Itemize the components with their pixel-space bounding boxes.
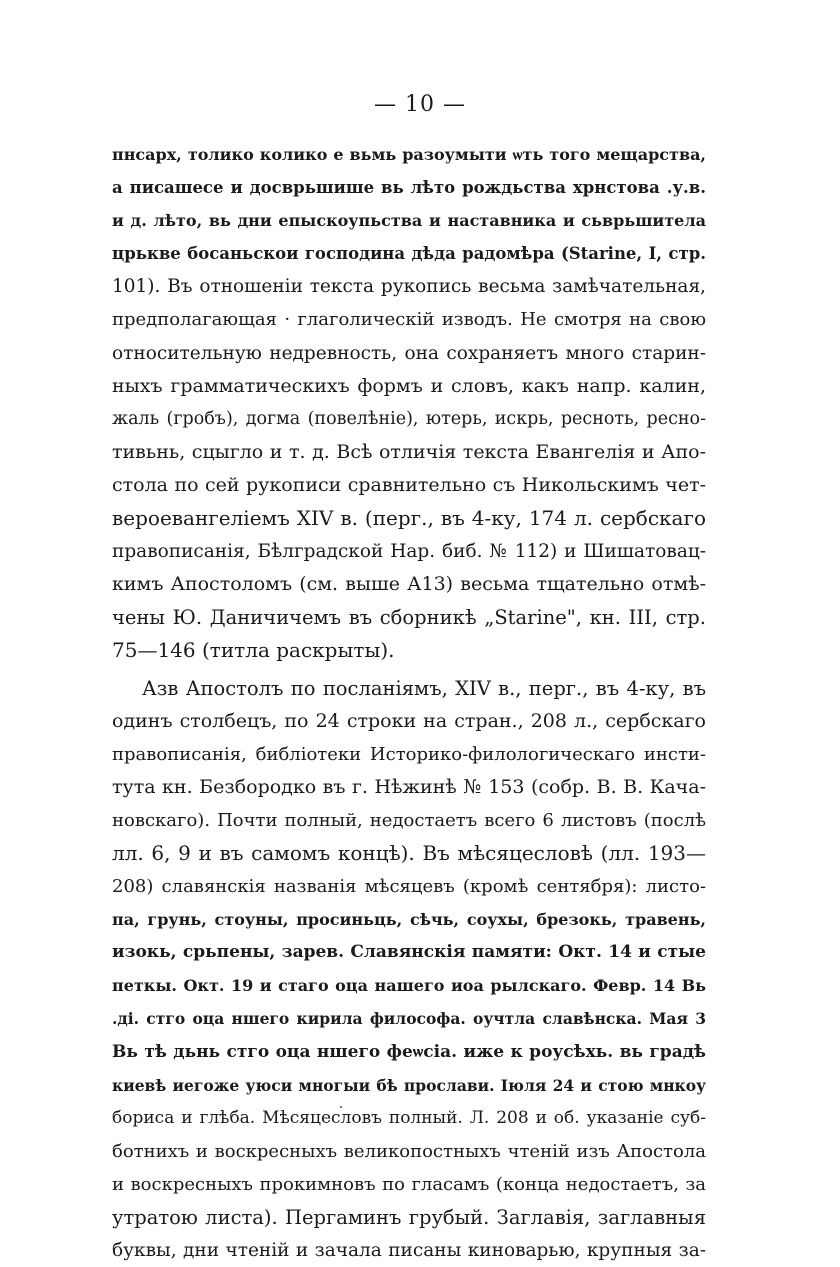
- text-line: тивьнь, сцыгло и т. д. Всѣ отличія текста Евангелія и Апо-: [112, 440, 706, 463]
- text-line: црькве босаньскои господина дѣда радомѣра (Starine, I, стр.: [112, 244, 706, 264]
- text-line: ныхъ грамматическихъ формъ и словъ, какъ напр. калин,: [112, 374, 706, 397]
- print-speck: [340, 1106, 342, 1108]
- text-line: ботнихъ и воскресныхъ великопостныхъ чтеній изъ Апостола: [112, 1140, 706, 1162]
- page-number: — 10 —: [374, 92, 466, 117]
- text-line: па, грунь, стоуны, просиньць, сѣчь, соухы, брезокь, травень,: [112, 910, 706, 930]
- text-line: тута кн. Безбородко въ г. Нѣжинѣ № 153 (собр. В. В. Кача-: [112, 775, 706, 798]
- text-line: и воскресныхъ прокимновъ по гласамъ (конца недостаетъ, за: [112, 1173, 706, 1195]
- text-line: изокь, срьпены, зарев. Славянскія памяти: Окт. 14 и стые: [112, 942, 706, 963]
- text-line: кимъ Апостоломъ (см. выше А13) весьма тщательно отмѣ-: [112, 573, 706, 596]
- text-line: .ді. стго оца ншего кирила философа. оучтла славѣнска. Мая 3: [112, 1009, 706, 1029]
- text-line: 208) славянскія названія мѣсяцевъ (кромѣ сентября): листо-: [112, 876, 706, 898]
- text-line: утратою листа). Пергаминъ грубый. Заглавія, заглавныя: [112, 1206, 706, 1229]
- text-line: 101). Въ отношеніи текста рукопись весьма замѣчательная,: [112, 276, 706, 298]
- text-line: буквы, дни чтеній и зачала писаны киноварью, крупныя за-: [112, 1240, 706, 1262]
- text-line: правописанія, Бѣлградской Нар. биб. № 112) и Шишатовац-: [112, 541, 706, 563]
- text-line: 75—146 (титла раскрыты).: [112, 638, 395, 663]
- text-line: и д. лѣто, вь дни епыскоупьства и наставника и сьврьшитела: [112, 211, 706, 231]
- text-line: стола по сей рукописи сравнительно съ Никольскимъ чет-: [112, 473, 706, 496]
- text-line: чены Ю. Даничичемъ въ сборникѣ „Starine", кн. III, стр.: [112, 606, 706, 630]
- text-line: жаль (гробъ), догма (повелѣніе), ютерь, искрь, ресноть, ресно-: [112, 408, 706, 429]
- text-line: Азв Апостолъ по посланіямъ, XIV в., перг., въ 4-ку, въ: [142, 676, 706, 700]
- text-line: относительную недревность, она сохраняетъ много старин-: [112, 342, 706, 364]
- text-line: новскаго). Почти полный, недостаетъ всего 6 листовъ (послѣ: [112, 809, 706, 831]
- text-line: вероевангеліемъ XIV в. (перг., въ 4-ку, 174 л. сербскаго: [112, 506, 706, 531]
- text-line: одинъ столбецъ, по 24 строки на стран., 208 л., сербскаго: [112, 709, 706, 732]
- text-line: пнсарх, толико колико е вьмь разоумыти ѡть того мещарства,: [112, 145, 706, 164]
- body-text: [112, 138, 706, 1267]
- text-line: правописанія, библіотеки Историко-филологическаго инсти-: [112, 743, 706, 765]
- text-line: петкы. Окт. 19 и стаго оца нашего иоа рылскаго. Февр. 14 Вь: [112, 976, 706, 996]
- text-line: киевѣ иегоже уюси многыи бѣ прослави. Іюля 24 и стою мнкоу: [112, 1075, 706, 1095]
- text-line: Вь тѣ дьнь стго оца ншего феѡсіа. иже к роусѣхь. вь градѣ: [112, 1041, 706, 1062]
- text-line: лл. 6, 9 и въ самомъ концѣ). Въ мѣсяцесловѣ (лл. 193—: [112, 840, 706, 865]
- text-line: предполагающая · глаголическій изводъ. Не смотря на свою: [112, 309, 706, 331]
- text-line: бориса и глѣба. Мѣсяцесловъ полный. Л. 208 и об. указаніе суб-: [112, 1107, 706, 1128]
- text-line: а писашесе и досврьшише вь лѣто рождьства хрнстова .у.в.: [112, 178, 706, 198]
